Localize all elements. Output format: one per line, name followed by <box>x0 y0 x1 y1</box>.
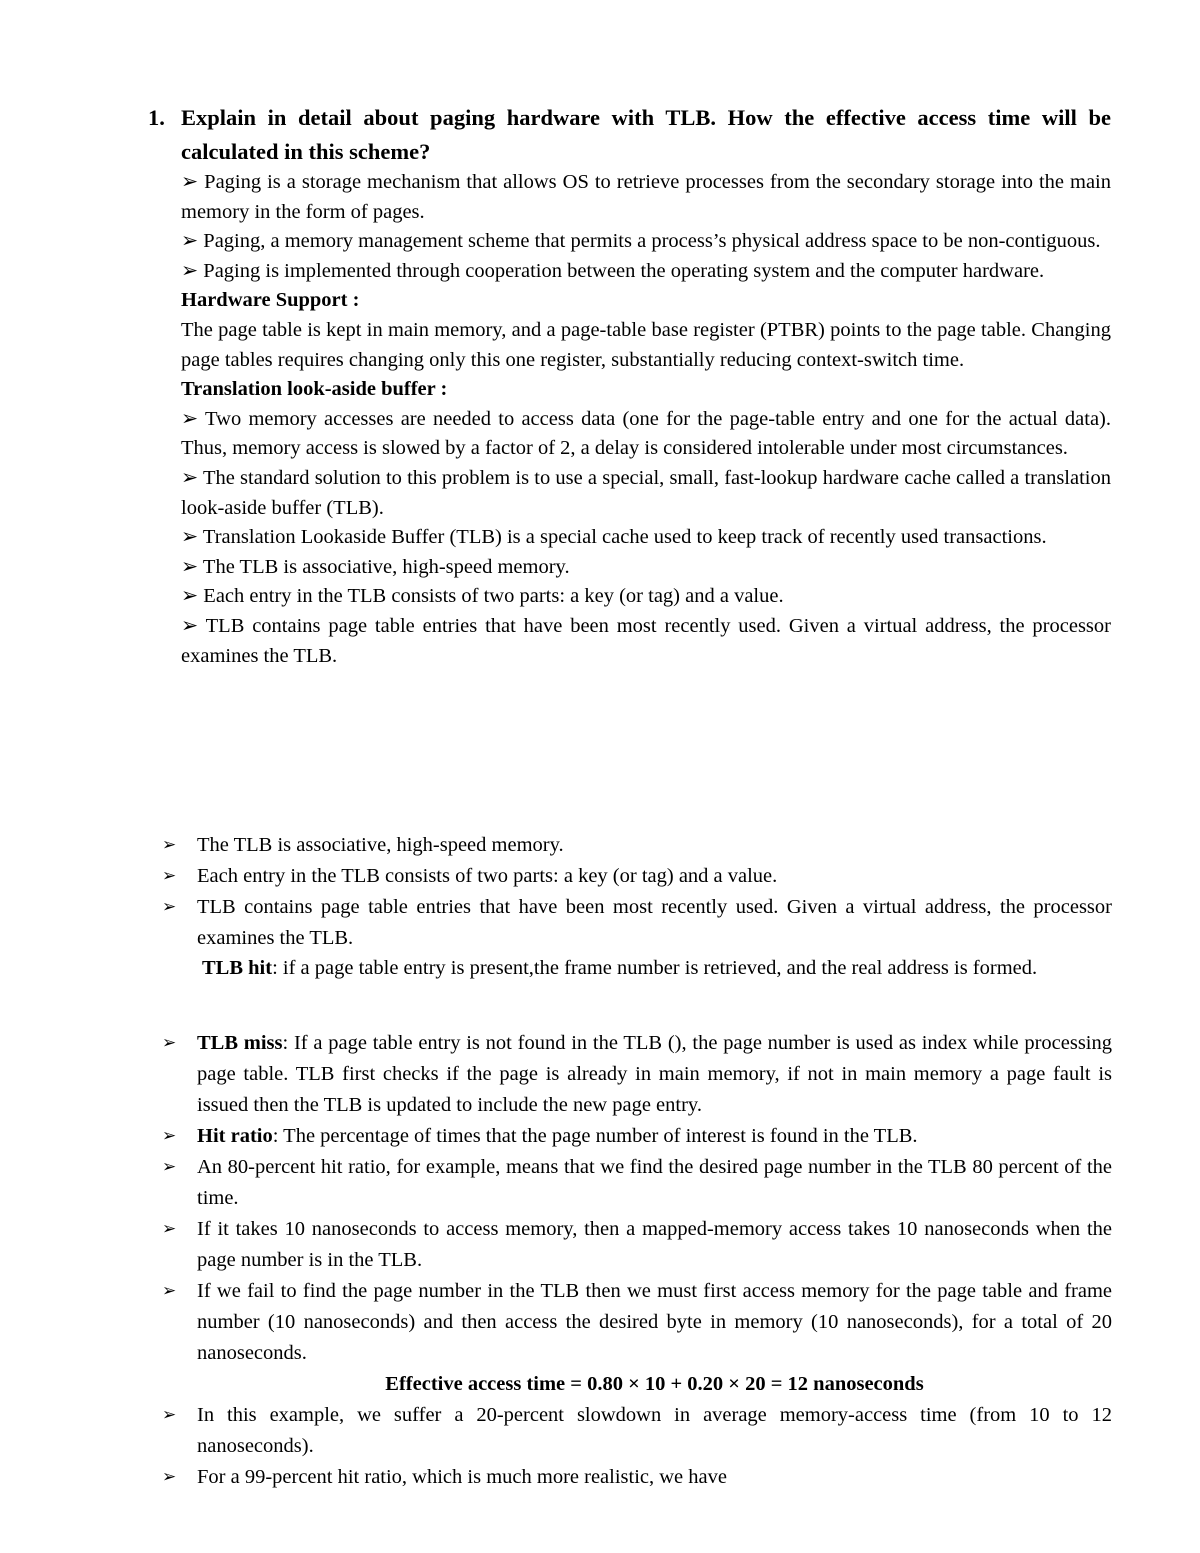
list-item <box>162 1028 1112 1121</box>
tlb-point: ➢ TLB contains page table entries that have been most recently used. Given a virtual address, the processor examines the TLB. <box>181 614 1111 667</box>
list-item: ➢ The TLB is associative, high-speed memory. <box>162 830 1112 861</box>
intro-point: ➢ Paging is implemented through cooperation between the operating system and the computer hardware. <box>181 259 1045 282</box>
bullet-list-b <box>162 1028 1112 1493</box>
list-item: ➢ Each entry in the TLB consists of two parts: a key (or tag) and a value. <box>162 861 1112 892</box>
arrow-bullet-icon: ➢ <box>162 1219 177 1239</box>
list-item <box>162 1121 1112 1152</box>
hardware-support-text: The page table is kept in main memory, and a page-table base register (PTBR) points to the page table. Changing page tables requires changing only this one register, substantially reducing context-switch time. <box>181 318 1111 371</box>
hit-ratio-term: Hit ratio <box>197 1125 273 1147</box>
list-item: ➢ In this example, we suffer a 20-percent slowdown in average memory-access time (from 10 to 12 nanoseconds). <box>162 1400 1112 1462</box>
tlb-point: ➢ Each entry in the TLB consists of two parts: a key (or tag) and a value. <box>181 585 784 608</box>
tlb-miss-text: : If a page table entry is not found in the TLB (), the page number is used as index while processing page table. TLB first checks if the page is already in main memory, if not in main memory a page fault is issued then the TLB is updated to include the new page entry. <box>197 1032 1112 1116</box>
arrow-bullet-icon: ➢ <box>162 1157 177 1177</box>
arrow-bullet-icon: ➢ <box>162 866 177 886</box>
tlb-point: ➢ Two memory accesses are needed to access data (one for the page-table entry and one for the actual data). Thus, memory access is slowed by a factor of 2, a delay is considered intolerable under most circumstances. <box>181 407 1111 460</box>
tlb-heading: Translation look-aside buffer : <box>181 378 448 401</box>
question-number: 1. <box>148 105 165 130</box>
arrow-bullet-icon: ➢ <box>162 897 177 917</box>
arrow-bullet-icon: ➢ <box>162 835 177 855</box>
arrow-bullet-icon: ➢ <box>162 1467 177 1487</box>
tlb-point: ➢ The standard solution to this problem is to use a special, small, fast-lookup hardware cache called a translation look-aside buffer (TLB). <box>181 466 1111 519</box>
list-item: ➢ If we fail to find the page number in the TLB then we must first access memory for the page table and frame number (10 nanoseconds) and then access the desired byte in memory (10 nanoseconds), for a total of 20 nanoseconds. <box>162 1276 1112 1369</box>
tlb-miss-term: TLB miss <box>197 1032 283 1054</box>
tlb-hit-term: TLB hit <box>202 957 273 979</box>
tlb-hit-text: : if a page table entry is present,the frame number is retrieved, and the real address is formed. <box>272 957 1038 979</box>
list-item: ➢ If it takes 10 nanoseconds to access memory, then a mapped-memory access takes 10 nanoseconds when the page number is in the TLB. <box>162 1214 1112 1276</box>
arrow-bullet-icon: ➢ <box>162 1281 177 1301</box>
effective-access-time-formula: Effective access time = 0.80 × 10 + 0.20 × 20 = 12 nanoseconds <box>385 1373 924 1395</box>
arrow-bullet-icon: ➢ <box>162 1126 177 1146</box>
bullet-list-a <box>162 830 1112 983</box>
list-item: ➢ For a 99-percent hit ratio, which is much more realistic, we have <box>162 1462 1112 1493</box>
arrow-bullet-icon: ➢ <box>162 1405 177 1425</box>
intro-point: ➢ Paging, a memory management scheme that permits a process’s physical address space to be non-contiguous. <box>181 230 1101 253</box>
question-title: Explain in detail about paging hardware with TLB. How the effective access time will be calculated in this scheme? <box>181 105 1111 164</box>
intro-point: ➢ Paging is a storage mechanism that allows OS to retrieve processes from the secondary storage into the main memory in the form of pages. <box>181 171 1111 223</box>
hardware-support-heading: Hardware Support : <box>181 289 360 312</box>
arrow-bullet-icon: ➢ <box>162 1033 177 1053</box>
tlb-point: ➢ Translation Lookaside Buffer (TLB) is a special cache used to keep track of recently used transactions. <box>181 526 1047 549</box>
hit-ratio-text: : The percentage of times that the page number of interest is found in the TLB. <box>272 1125 918 1147</box>
tlb-point: ➢ The TLB is associative, high-speed memory. <box>181 555 570 578</box>
list-item: ➢ TLB contains page table entries that have been most recently used. Given a virtual address, the processor examines the TLB. <box>162 892 1112 954</box>
tlb-hit-paragraph <box>162 954 1112 983</box>
intro-section <box>181 168 1111 671</box>
list-item: ➢ An 80-percent hit ratio, for example, means that we find the desired page number in the TLB 80 percent of the time. <box>162 1152 1112 1214</box>
